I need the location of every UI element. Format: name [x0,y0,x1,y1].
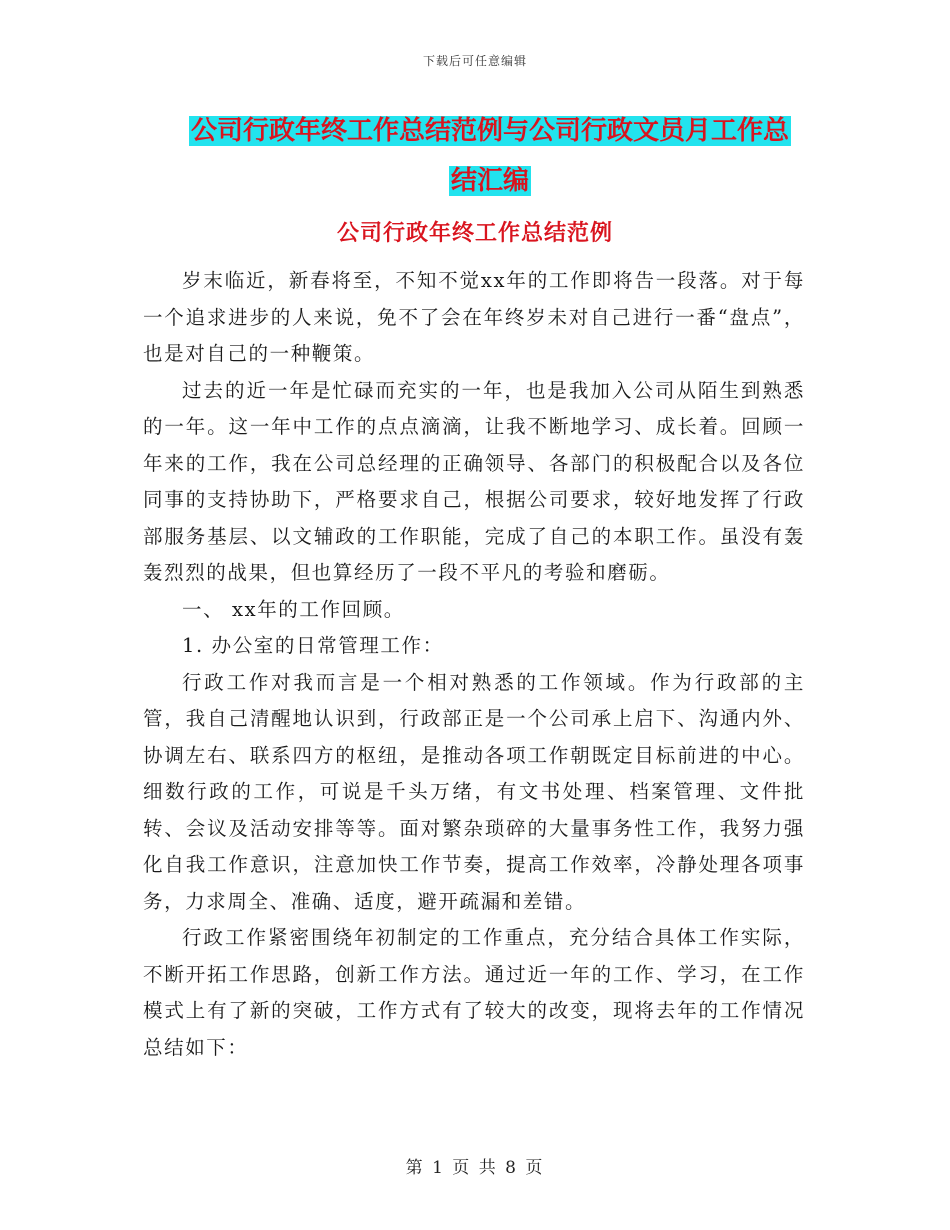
header-note: 下载后可任意编辑 [422,54,527,68]
paragraph: 行政工作紧密围绕年初制定的工作重点，充分结合具体工作实际，不断开拓工作思路，创新工作方法。通过近一年的工作、学习，在工作模式上有了新的突破，工作方式有了较大的改变，现将去年的工作情况总结如下： [143,926,805,1059]
section-title: 公司行政年终工作总结范例 [336,221,613,246]
paragraph: 一、 xx年的工作回顾。 [182,597,405,621]
title-line-1: 公司行政年终工作总结范例与公司行政文员月工作总 [190,116,789,146]
title-line-2: 结汇编 [450,166,529,196]
paragraph: 过去的近一年是忙碌而充实的一年，也是我加入公司从陌生到熟悉的一年。这一年中工作的点点滴滴，让我不断地学习、成长着。回顾一年来的工作，我在公司总经理的正确领导、各部门的积极配合以及各位同事的支持协助下，严格要求自己，根据公司要求，较好地发挥了行政部服务基层、以文辅政的工作职能，完成了自己的本职工作。虽没有轰轰烈烈的战果，但也算经历了一段不平凡的考验和磨砺。 [143,378,805,584]
paragraph: 1. 办公室的日常管理工作： [182,634,444,657]
paragraph: 岁末临近，新春将至，不知不觉xx年的工作即将告一段落。对于每一个追求进步的人来说，免不了会在年终岁未对自己进行一番“盘点”，也是对自己的一种鞭策。 [143,269,805,365]
document-title [150,106,830,206]
footer-mid: 页 共 [452,1158,498,1178]
footer-total-pages: 8 [505,1158,518,1178]
paragraph: 行政工作对我而言是一个相对熟悉的工作领域。作为行政部的主管，我自己清醒地认识到，行政部正是一个公司承上启下、沟通内外、协调左右、联系四方的枢纽，是推动各项工作朝既定目标前进的中心。 细数行政的工作，可说是千头万绪，有文书处理、档案管理、文件批转、会议及活动安排等等。面对繁杂琐碎的大量事务性工作，我努力强化自我工作意识，注意加快工作节奏，提高工作效率，冷静处理各项事务，力求周全、准确、适度，避开疏漏和差错。 [143,670,805,913]
body-text [143,263,805,1066]
footer-suffix: 页 [525,1158,545,1178]
footer-page-number: 1 [432,1158,445,1178]
page-footer [0,1153,950,1178]
footer-prefix: 第 [405,1158,425,1178]
